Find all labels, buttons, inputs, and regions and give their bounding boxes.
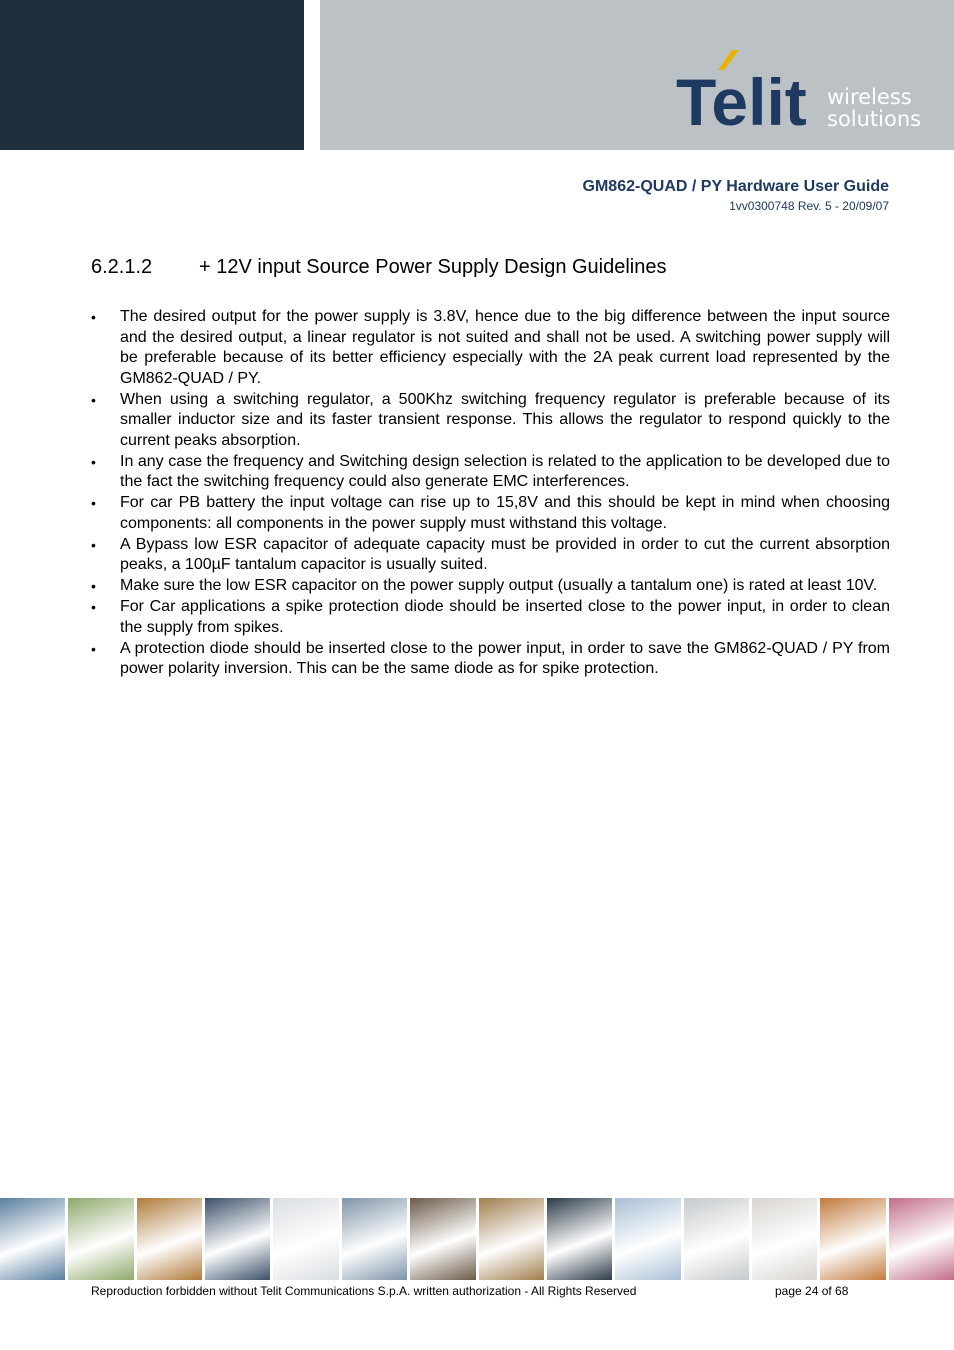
guideline-item: • A Bypass low ESR capacitor of adequate capacity must be provided in order to cut the current absorption peaks, a 100µF tantalum capacitor is usually suited. [91,535,890,576]
guideline-item: • Make sure the low ESR capacitor on the power supply output (usually a tantalum one) is rated at least 10V. [91,576,890,597]
section-heading [91,256,667,279]
page-number: page 24 of 68 [775,1284,849,1298]
guideline-item: • The desired output for the power supply is 3.8V, hence due to the big difference between the input source and the desired output, a linear regulator is not suited and shall not be used. A switching power supply will be preferable because of its better efficiency especially with the 2A peak current load represented by the GM862-QUAD / PY. [91,307,890,389]
footer-photo-tile [684,1198,749,1280]
guideline-item: • For car PB battery the input voltage can rise up to 15,8V and this should be kept in mind when choosing components: all components in the power supply must withstand this voltage. [91,493,890,534]
footer-photo-tile [410,1198,475,1280]
guideline-list [91,307,890,680]
footer-photo-tile [68,1198,133,1280]
footer-photo-strip [0,1198,954,1280]
document-revision: 1vv0300748 Rev. 5 - 20/09/07 [729,199,889,213]
section-number: 6.2.1.2 [91,256,153,278]
footer-photo-tile [752,1198,817,1280]
guideline-item: • When using a switching regulator, a 500Khz switching frequency regulator is preferable because of its smaller inductor size and its faster transient response. This allows the regulator to respond quickly to the current peaks absorption. [91,390,890,452]
footer-photo-tile [889,1198,954,1280]
footer-photo-tile [205,1198,270,1280]
footer-copyright: Reproduction forbidden without Telit Communications S.p.A. written authorization - All Rights Reserved [91,1284,637,1298]
logo-tagline-wireless: wireless [827,85,912,109]
footer-photo-tile [0,1198,65,1280]
telit-logo [676,46,936,134]
footer-photo-tile [137,1198,202,1280]
logo-tagline-solutions: solutions [827,107,922,131]
guideline-item: • In any case the frequency and Switching design selection is related to the application to be developed due to the fact the switching frequency could also generate EMC interferences. [91,452,890,493]
footer-photo-tile [820,1198,885,1280]
footer-photo-tile [547,1198,612,1280]
footer-photo-tile [342,1198,407,1280]
footer-photo-tile [615,1198,680,1280]
logo-wordmark: Telit [676,65,807,134]
footer-photo-tile [273,1198,338,1280]
footer-photo-tile [479,1198,544,1280]
header-banner-dark [0,0,304,150]
section-title: + 12V input Source Power Supply Design Guidelines [199,256,667,278]
guideline-item: • For Car applications a spike protection diode should be inserted close to the power input, in order to clean the supply from spikes. [91,597,890,638]
guideline-item: • A protection diode should be inserted close to the power input, in order to save the GM862-QUAD / PY from power polarity inversion. This can be the same diode as for spike protection. [91,639,890,680]
document-title: GM862-QUAD / PY Hardware User Guide [582,178,889,195]
